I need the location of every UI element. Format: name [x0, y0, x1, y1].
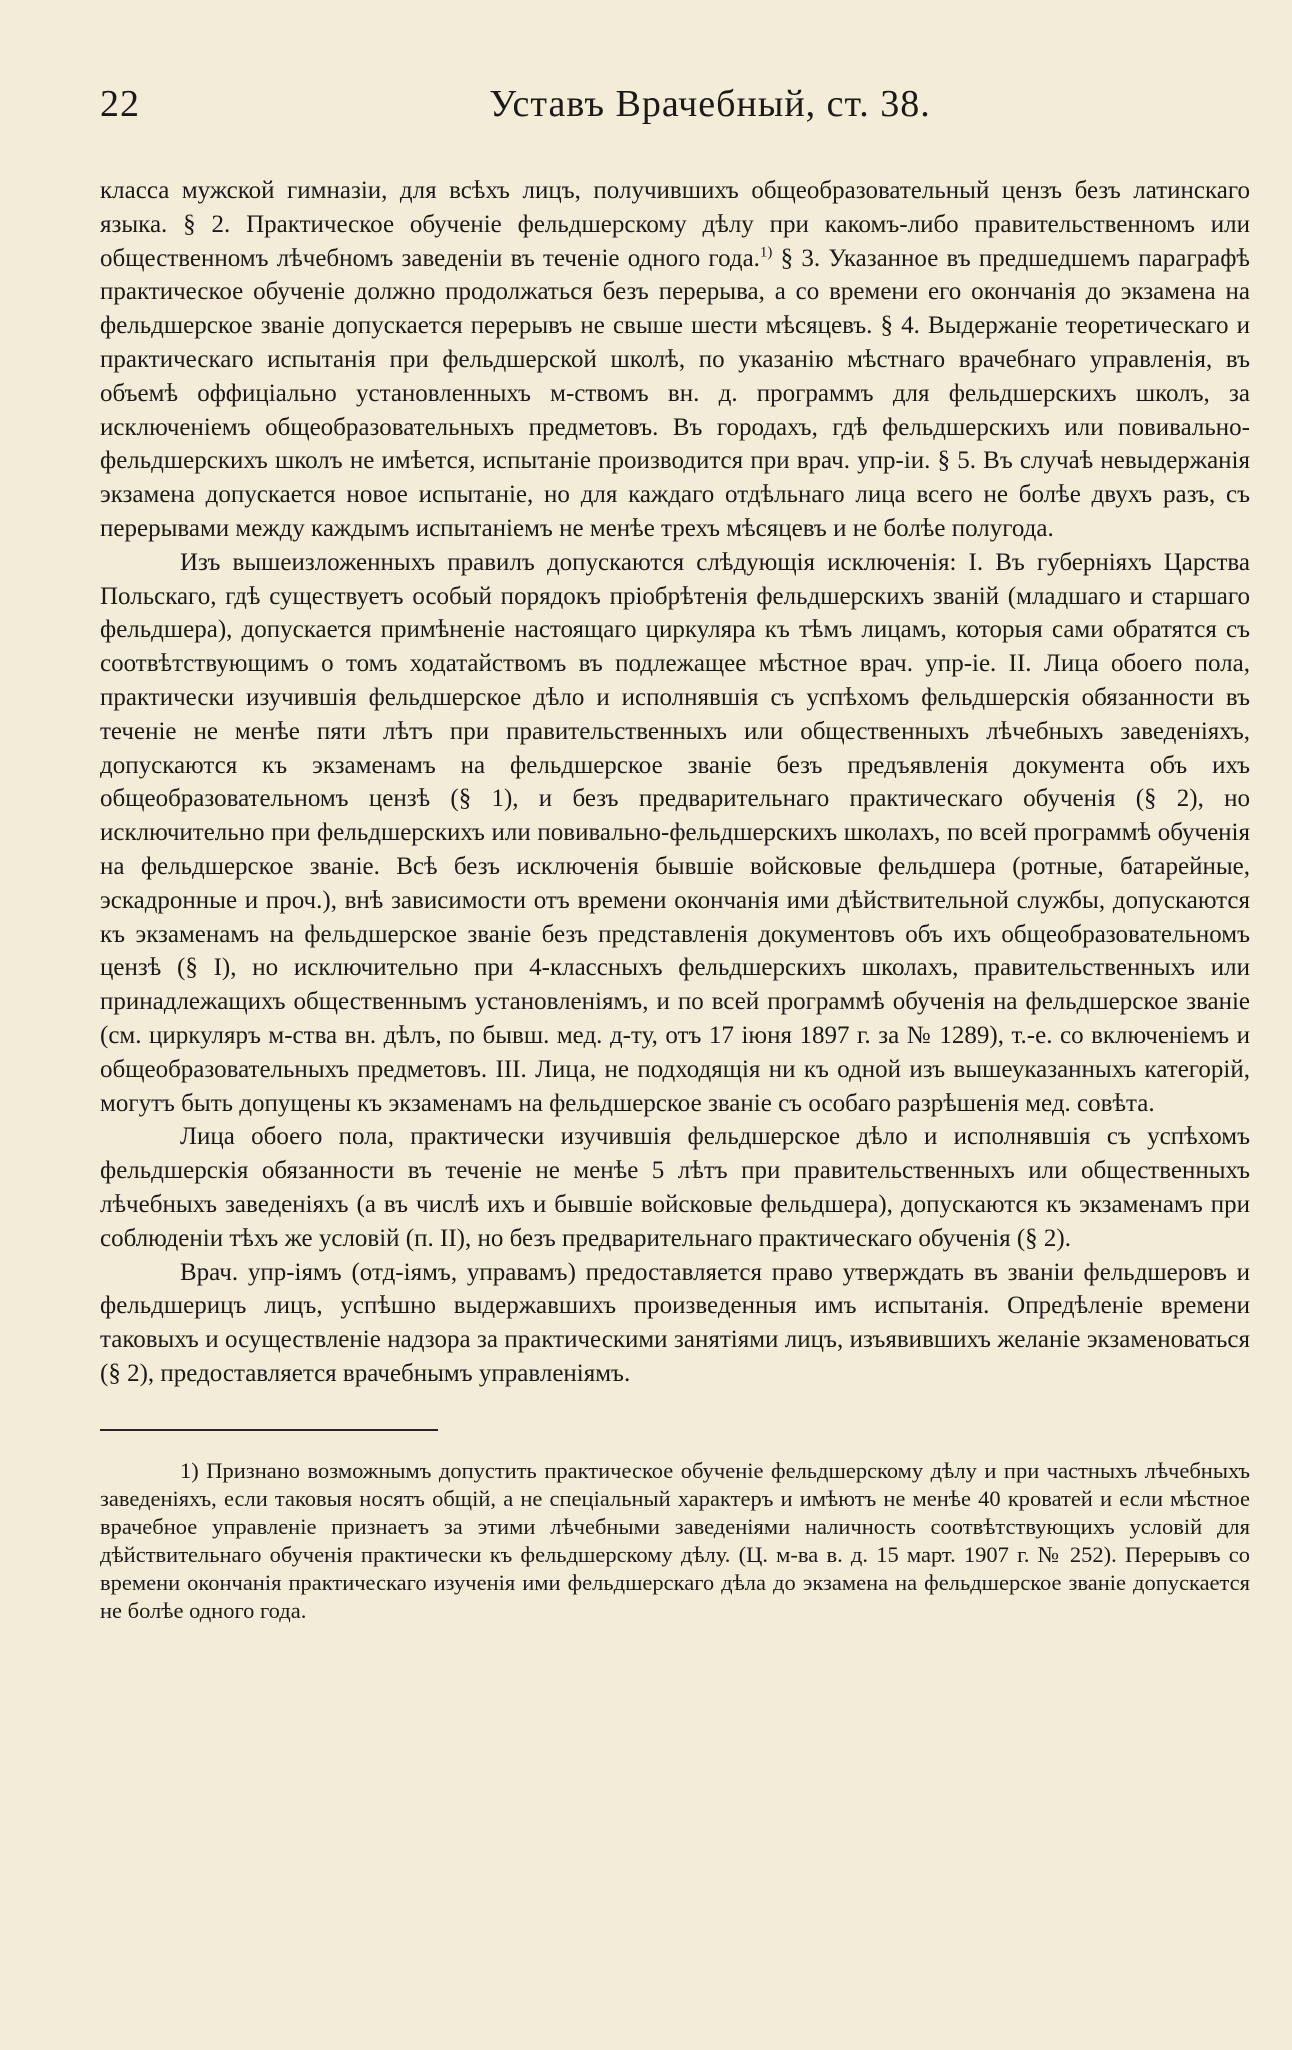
- footnote-divider: [100, 1429, 438, 1431]
- footnote-reference: 1): [759, 244, 773, 261]
- body-text: [100, 174, 1250, 1391]
- footnote-text: Признано возможнымъ допустить практическое обученіе фельдшерскому дѣлу и при частныхъ лѣчебныхъ заведеніяхъ, если таковыя носятъ общій, а не спеціальный характеръ и имѣютъ не менѣе 40 кроватей и если мѣстное врачебное управленіе признаетъ за этими лѣчебными заведеніями наличность соотвѣтствующихъ условій для дѣйствительнаго обученія практически къ фельдшерскому дѣлу. (Ц. м-ва в. д. 15 март. 1907 г. № 252). Перерывъ со времени окончанія практическаго изученія ими фельдшерскаго дѣла до экзамена на фельдшерское званіе допускается не болѣе одного года.: [100, 1457, 1250, 1623]
- paragraph-4: Врач. упр-іямъ (отд-іямъ, управамъ) предоставляется право утверждать въ званіи фельдшеровъ и фельдшерицъ лицъ, успѣшно выдержавшихъ произведенныя имъ испытанія. Опредѣленіе времени таковыхъ и осуществленіе надзора за практическими занятіями лицъ, изъявившихъ желаніе экзаменоваться (§ 2), предоставляется врачебнымъ управленіямъ.: [100, 1258, 1250, 1387]
- page-number: 22: [100, 83, 140, 125]
- page-header: [100, 82, 1250, 130]
- paragraph-2: Изъ вышеизложенныхъ правилъ допускаются слѣдующія исключенія: I. Въ губерніяхъ Царства Польскаго, гдѣ существуетъ особый порядокъ пріобрѣтенія фельдшерскихъ званій (младшаго и старшаго фельдшера), допускается примѣненіе настоящаго циркуляра къ тѣмъ лицамъ, которыя сами обратятся съ соотвѣтствующимъ о томъ ходатайствомъ въ подлежащее мѣстное врач. упр-іе. II. Лица обоего пола, практически изучившія фельдшерское дѣло и исполнявшія съ успѣхомъ фельдшерскія обязанности въ теченіе не менѣе пяти лѣтъ при правительственныхъ или общественныхъ лѣчебныхъ заведеніяхъ, допускаются къ экзаменамъ на фельдшерское званіе безъ предъявленія документа объ ихъ общеобразовательномъ цензѣ (§ 1), и безъ предварительнаго практическаго обученія (§ 2), но исключительно при фельдшерскихъ или повивально-фельдшерскихъ школахъ, по всей программѣ обученія на фельдшерское званіе. Всѣ безъ исключенія бывшіе войсковые фельдшера (ротные, батарейные, эскадронные и проч.), внѣ зависимости отъ времени окончанія ими дѣйствительной службы, допускаются къ экзаменамъ на фельдшерское званіе безъ представленія документовъ объ ихъ общеобразовательномъ цензѣ (§ I), но исключительно при 4-классныхъ фельдшерскихъ школахъ, правительственныхъ или принадлежащихъ общественнымъ установленіямъ, и по всей программѣ обученія на фельдшерское званіе (см. циркуляръ м-ства вн. дѣлъ, по бывш. мед. д-ту, отъ 17 іюня 1897 г. за № 1289), т.-е. со включеніемъ и общеобразовательныхъ предметовъ. III. Лица, не подходящія ни къ одной изъ вышеуказанныхъ категорій, могутъ быть допущены къ экзаменамъ на фельдшерское званіе съ особаго разрѣшенія мед. совѣта.: [100, 548, 1250, 1117]
- footnote-marker: 1): [180, 1457, 199, 1483]
- paragraph-1-continuation: § 3. Указанное въ предшедшемъ параграфѣ практическое обученіе должно продолжаться безъ перерыва, а со времени его окончанія до экзамена на фельдшерское званіе допускается перерывъ не свыше шести мѣсяцевъ. § 4. Выдержаніе теоретическаго и практическаго испытанія при фельдшерской школѣ, по указанію мѣстнаго врачебнаго управленія, въ объемѣ оффиціально установленныхъ м-ствомъ вн. д. программъ для фельдшерскихъ школъ, за исключеніемъ общеобразовательныхъ предметовъ. Въ городахъ, гдѣ фельдшерскихъ или повивально-фельдшерскихъ школъ не имѣется, испытаніе производится при врач. упр-іи. § 5. Въ случаѣ невыдержанія экзамена допускается новое испытаніе, но для каждаго отдѣльнаго лица всего не болѣе двухъ разъ, съ перерывами между каждымъ испытаніемъ не менѣе трехъ мѣсяцевъ и не болѣе полугода.: [100, 244, 1250, 542]
- paragraph-3: Лица обоего пола, практически изучившія фельдшерское дѣло и исполнявшія съ успѣхомъ фельдшерскія обязанности въ теченіе не менѣе 5 лѣтъ при правительственныхъ или общественныхъ лѣчебныхъ заведеніяхъ (а въ числѣ ихъ и бывшіе войсковые фельдшера), допускаются къ экзаменамъ при соблюденіи тѣхъ же условій (п. II), но безъ предварительнаго практическаго обученія (§ 2).: [100, 1123, 1250, 1252]
- footnote: [100, 1457, 1250, 1625]
- paragraph-1-text: класса мужской гимназіи, для всѣхъ лицъ, получившихъ общеобразовательный цензъ безъ латинскаго языка. § 2. Практическое обученіе фельдшерскому дѣлу при какомъ-либо правительственномъ или общественномъ лѣчебномъ заведеніи въ теченіе одного года.: [100, 177, 1250, 272]
- running-title: Уставъ Врачебный, ст. 38.: [489, 83, 931, 125]
- paragraph-1: [100, 174, 1250, 546]
- footnote-paragraph: [100, 1457, 1250, 1625]
